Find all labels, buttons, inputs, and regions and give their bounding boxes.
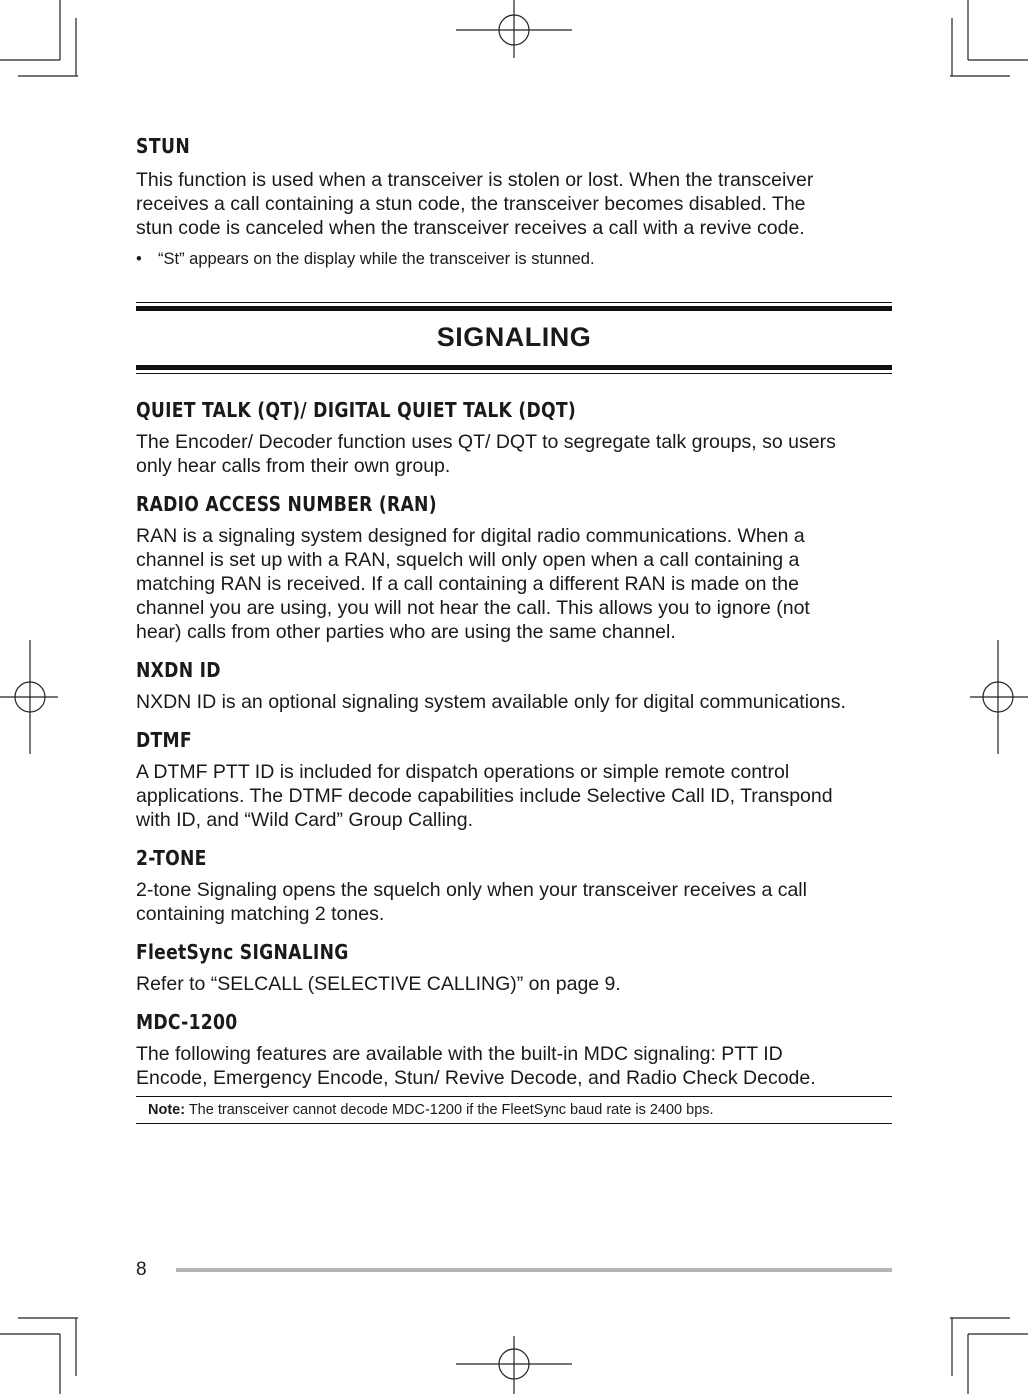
section-body: 2-tone Signaling opens the squelch only when your transceiver receives a call containing matching 2 tones. [136, 879, 807, 925]
section-body: Refer to “SELCALL (SELECTIVE CALLING)” on page 9. [136, 973, 621, 995]
page-content [136, 128, 892, 1124]
stun-bullet-text: “St” appears on the display while the transceiver is stunned. [158, 250, 595, 268]
stun-bullet [136, 248, 892, 270]
section-ran [136, 490, 892, 644]
bullet-dot-icon: • [136, 250, 142, 268]
section-heading: DTMF [136, 728, 192, 752]
section-heading: QUIET TALK (QT)/ DIGITAL QUIET TALK (DQT) [136, 398, 577, 422]
section-dtmf [136, 726, 892, 832]
note-label: Note: [148, 1102, 186, 1118]
section-qt-dqt [136, 396, 892, 478]
signaling-banner [136, 302, 892, 374]
section-body: NXDN ID is an optional signaling system available only for digital communications. [136, 691, 846, 713]
section-fleetsync [136, 938, 892, 996]
stun-heading: STUN [136, 134, 191, 158]
note-text: The transceiver cannot decode MDC-1200 if the FleetSync baud rate is 2400 bps. [185, 1102, 714, 1118]
section-heading: FleetSync SIGNALING [136, 940, 349, 964]
section-body: A DTMF PTT ID is included for dispatch operations or simple remote control applications. The DTMF decode capabilities include Selective Call ID, Transpond with ID, and “Wild Card” Group Calling. [136, 761, 833, 831]
signaling-title: SIGNALING [436, 322, 592, 352]
banner-top-rule [136, 302, 892, 311]
section-body: The following features are available with the built-in MDC signaling: PTT ID Encode, Emergency Encode, Stun/ Revive Decode, and Radio Check Decode. [136, 1043, 816, 1089]
page-number: 8 [136, 1259, 147, 1280]
section-heading: 2-TONE [136, 846, 207, 870]
footer-rule [176, 1268, 892, 1272]
section-body: RAN is a signaling system designed for digital radio communications. When a channel is set up with a RAN, squelch will only open when a call containing a matching RAN is received. If a call containing a different RAN is made on the channel you are using, you will not hear the call. This allows you to ignore (not hear) calls from other parties who are using the same channel. [136, 525, 810, 643]
section-heading: NXDN ID [136, 658, 221, 682]
section-heading: MDC-1200 [136, 1010, 238, 1034]
section-mdc-1200 [136, 1008, 892, 1090]
section-2-tone [136, 844, 892, 926]
section-nxdn-id [136, 656, 892, 714]
section-heading: RADIO ACCESS NUMBER (RAN) [136, 492, 437, 516]
banner-bottom-rule [136, 365, 892, 374]
note-box [136, 1096, 892, 1124]
section-body: The Encoder/ Decoder function uses QT/ DQT to segregate talk groups, so users only hear calls from their own group. [136, 431, 836, 477]
stun-section [136, 132, 892, 270]
stun-body: This function is used when a transceiver is stolen or lost. When the transceiver receives a call containing a stun code, the transceiver becomes disabled. The stun code is canceled when the transceiver receives a call with a revive code. [136, 169, 814, 239]
